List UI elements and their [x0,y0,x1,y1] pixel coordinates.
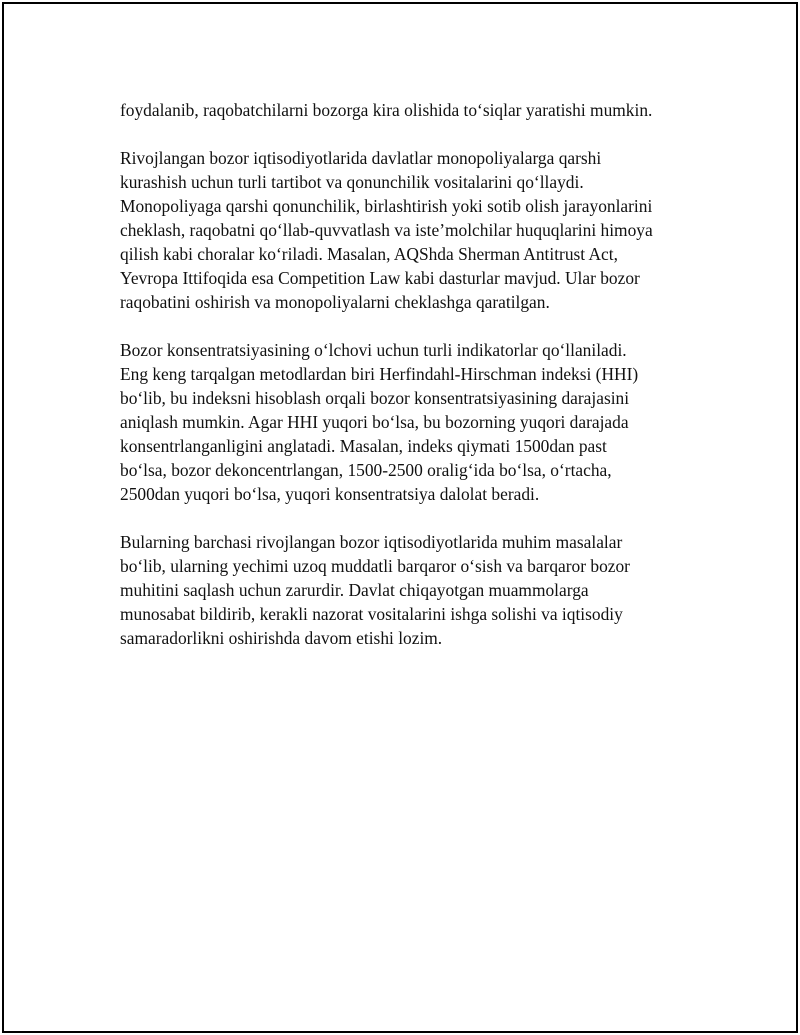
paragraph-3 [120,338,700,506]
text-line: kurashish uchun turli tartibot va qonunchilik vositalarini qo‘llaydi. [120,172,584,192]
text-line: Rivojlangan bozor iqtisodiyotlarida davlatlar monopoliyalarga qarshi [120,148,602,168]
document-body [120,98,700,674]
text-line: Bozor konsentratsiyasining o‘lchovi uchun turli indikatorlar qo‘llaniladi. [120,340,627,360]
text-line: qilish kabi choralar ko‘riladi. Masalan, AQShda Sherman Antitrust Act, [120,244,618,264]
text-line: Bularning barchasi rivojlangan bozor iqtisodiyotlarida muhim masalalar [120,532,623,552]
text-line: samaradorlikni oshirishda davom etishi lozim. [120,628,443,648]
text-line: foydalanib, raqobatchilarni bozorga kira olishida to‘siqlar yaratishi mumkin. [120,100,653,120]
text-line: bo‘lsa, bozor dekoncentrlangan, 1500-2500 oralig‘ida bo‘lsa, o‘rtacha, [120,460,612,480]
text-line: 2500dan yuqori bo‘lsa, yuqori konsentratsiya dalolat beradi. [120,484,540,504]
text-line: Monopoliyaga qarshi qonunchilik, birlashtirish yoki sotib olish jarayonlarini [120,196,653,216]
text-line: konsentrlanganligini anglatadi. Masalan, indeks qiymati 1500dan past [120,436,607,456]
text-line: Eng keng tarqalgan metodlardan biri Herfindahl-Hirschman indeksi (HHI) [120,364,639,384]
paragraph-4 [120,530,700,650]
document-page [2,2,798,1033]
text-line: aniqlash mumkin. Agar HHI yuqori bo‘lsa, bu bozorning yuqori darajada [120,412,629,432]
paragraph-1 [120,98,700,122]
text-line: Yevropa Ittifoqida esa Competition Law kabi dasturlar mavjud. Ular bozor [120,268,640,288]
text-line: raqobatini oshirish va monopoliyalarni cheklashga qaratilgan. [120,292,550,312]
text-line: munosabat bildirib, kerakli nazorat vositalarini ishga solishi va iqtisodiy [120,604,623,624]
text-line: bo‘lib, bu indeksni hisoblash orqali bozor konsentratsiyasining darajasini [120,388,630,408]
text-line: bo‘lib, ularning yechimi uzoq muddatli barqaror o‘sish va barqaror bozor [120,556,630,576]
text-line: muhitini saqlash uchun zarurdir. Davlat chiqayotgan muammolarga [120,580,589,600]
text-line: cheklash, raqobatni qo‘llab-quvvatlash va iste’molchilar huquqlarini himoya [120,220,653,240]
paragraph-2 [120,146,700,314]
